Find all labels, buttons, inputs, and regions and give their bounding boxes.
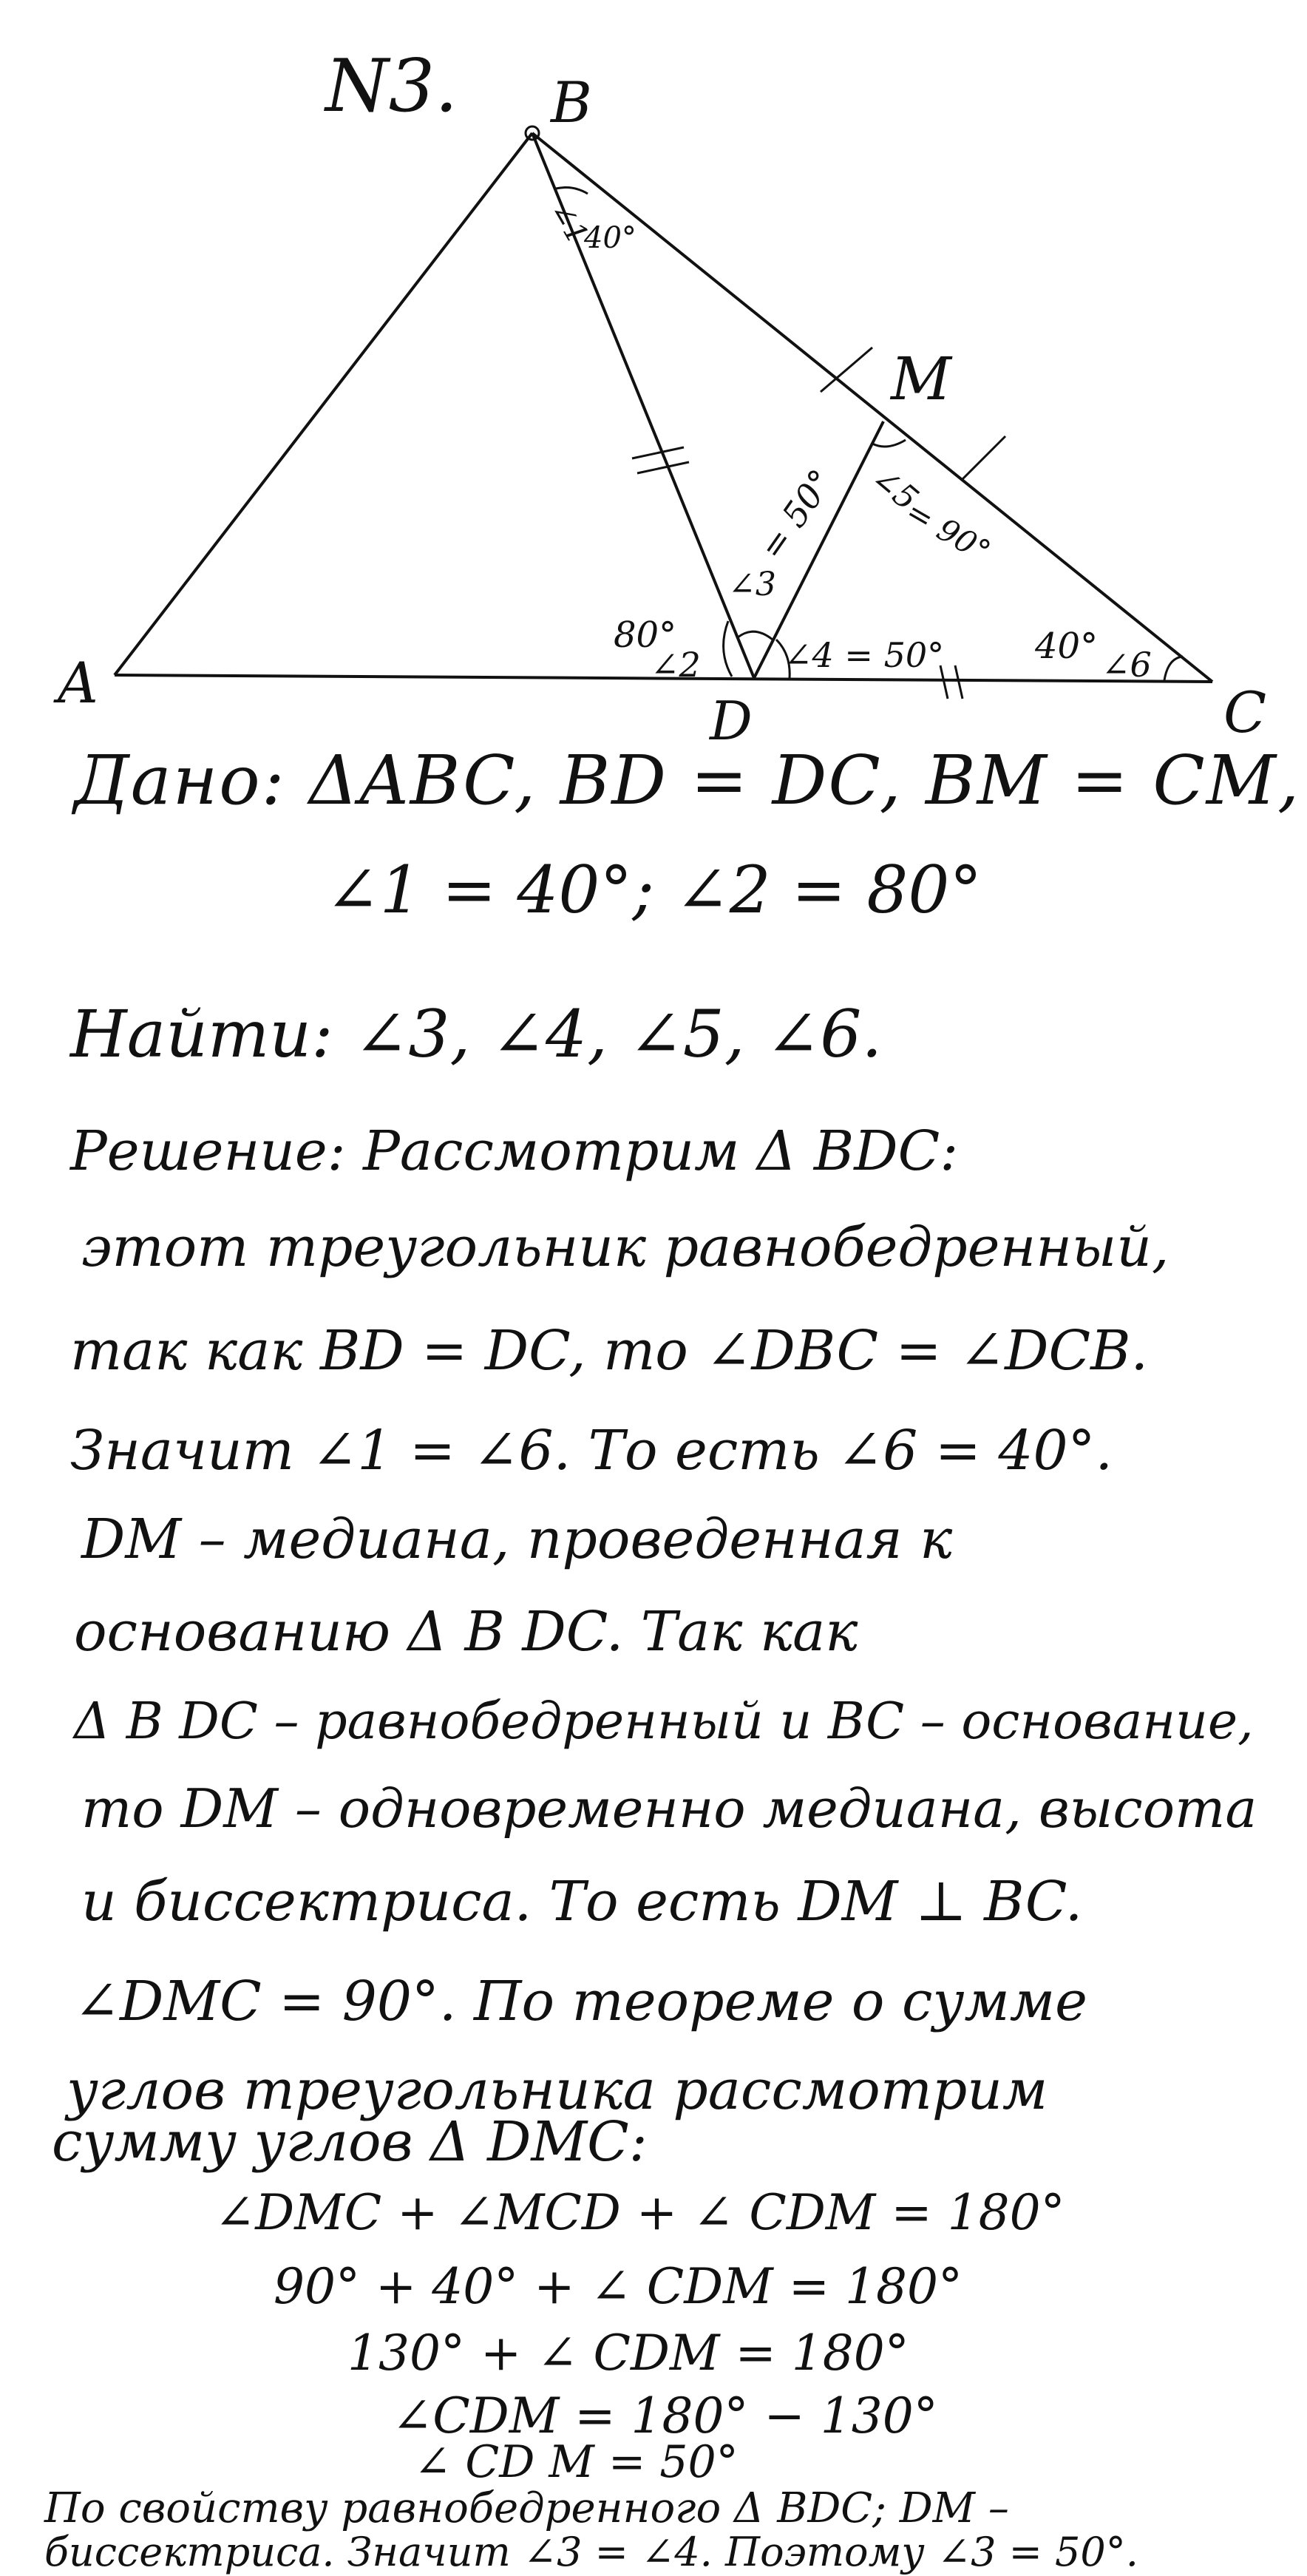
find-line: Найти: ∠3, ∠4, ∠5, ∠6. bbox=[70, 996, 883, 1072]
label-angle-3: ∠3 bbox=[728, 566, 776, 603]
label-angle-1-value: 40° bbox=[584, 221, 636, 255]
solution-line: сумму углов Δ DMC: bbox=[52, 2110, 648, 2174]
tick-bd-2 bbox=[637, 462, 689, 473]
solution-line: основанию Δ B DC. Так как bbox=[74, 1600, 858, 1664]
label-angle-2-value: 80° bbox=[614, 614, 677, 656]
label-point-m: M bbox=[891, 345, 951, 413]
label-angle-3-value: = 50° bbox=[751, 461, 841, 567]
solution-line: то DM – одновременно медиана, высота bbox=[81, 1777, 1257, 1840]
label-angle-2: ∠2 bbox=[651, 645, 701, 685]
side-ab bbox=[115, 133, 532, 675]
tick-mc bbox=[961, 436, 1005, 481]
solution-line: ∠DMC = 90°. По теореме о сумме bbox=[74, 1970, 1087, 2033]
solution-line: DM – медиана, проведенная к bbox=[81, 1508, 953, 1571]
label-angle-4: ∠4 = 50° bbox=[784, 635, 945, 675]
side-bc bbox=[532, 133, 1212, 682]
label-point-a: A bbox=[58, 650, 98, 716]
problem-number: N3. bbox=[325, 44, 458, 129]
equation-line: 130° + ∠ CDM = 180° bbox=[347, 2325, 909, 2382]
label-angle-6-value: 40° bbox=[1035, 626, 1099, 667]
arc-angle-2 bbox=[724, 621, 732, 677]
arc-angle-3 bbox=[738, 631, 773, 640]
given-line-2: ∠1 = 40°; ∠2 = 80° bbox=[325, 852, 982, 928]
tick-bd bbox=[632, 447, 684, 458]
solution-line: этот треугольник равнобедренный, bbox=[81, 1216, 1169, 1279]
given-line-1: Дано: ΔABC, BD = DC, BM = CM, bbox=[74, 741, 1301, 820]
conclusion-line-1: По свойству равнобедренного Δ BDC; DM – bbox=[44, 2484, 1009, 2532]
solution-line: Значит ∠1 = ∠6. То есть ∠6 = 40°. bbox=[70, 1419, 1113, 1482]
equation-line: ∠DMC + ∠MCD + ∠ CDM = 180° bbox=[214, 2184, 1065, 2241]
arc-angle-5 bbox=[872, 440, 906, 447]
equation-line: 90° + 40° + ∠ CDM = 180° bbox=[274, 2258, 963, 2315]
label-angle-5: ∠5 bbox=[864, 458, 926, 518]
label-angle-5-value: = 90° bbox=[900, 492, 997, 570]
arc-angle-1 bbox=[556, 188, 588, 194]
label-angle-1: ∠1 bbox=[543, 195, 595, 251]
arc-angle-6 bbox=[1164, 657, 1183, 680]
solution-line: углов треугольника рассмотрим bbox=[67, 2058, 1048, 2122]
label-angle-6: ∠6 bbox=[1101, 645, 1152, 685]
solution-line: так как BD = DC, то ∠DBC = ∠DCB. bbox=[70, 1319, 1148, 1383]
label-point-d: D bbox=[710, 690, 753, 739]
label-point-c: C bbox=[1223, 679, 1267, 739]
triangle-figure bbox=[0, 0, 1307, 739]
equation-line: ∠ CD M = 50° bbox=[414, 2436, 739, 2488]
equation-line: ∠CDM = 180° − 130° bbox=[392, 2387, 938, 2444]
conclusion-line-2: биссектриса. Значит ∠3 = ∠4. Поэтому ∠3 = 50°. bbox=[44, 2529, 1138, 2575]
solution-line: Δ B DC – равнобедренный и BC – основание, bbox=[74, 1692, 1254, 1751]
solution-line: Решение: Рассмотрим Δ BDC: bbox=[70, 1119, 959, 1183]
solution-line: и биссектриса. То есть DM ⊥ BC. bbox=[81, 1870, 1083, 1933]
label-point-b: B bbox=[551, 70, 592, 135]
tick-dc-2 bbox=[955, 665, 963, 699]
